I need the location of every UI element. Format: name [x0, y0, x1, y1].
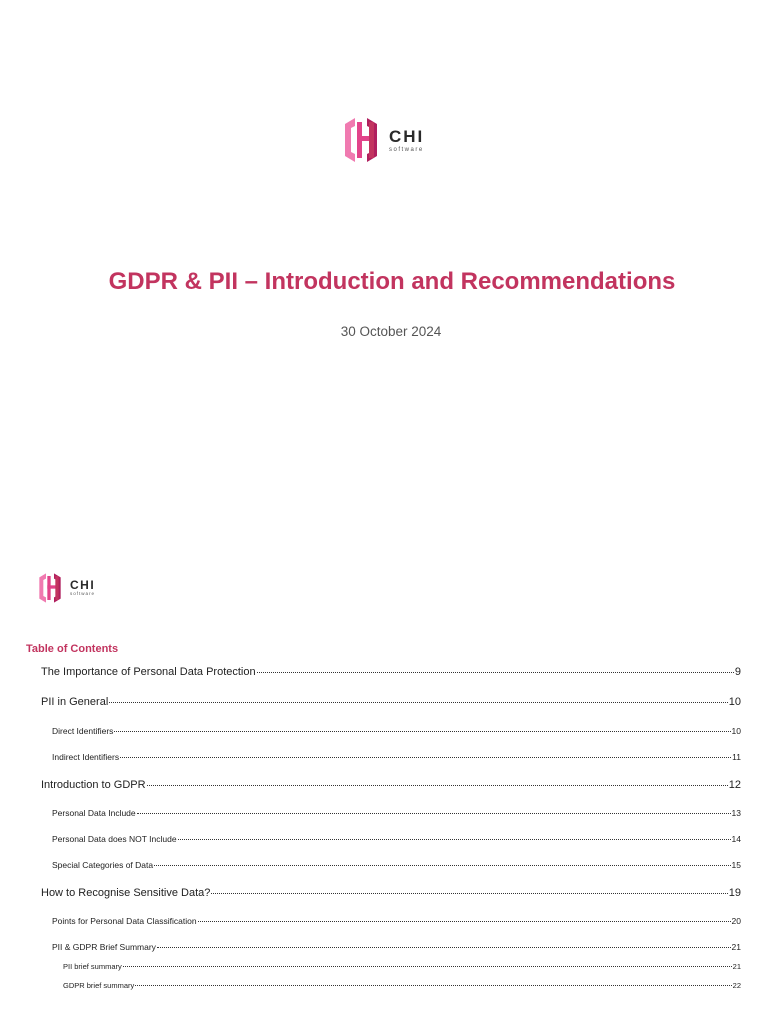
toc-leader-dots [198, 921, 731, 922]
toc-entry[interactable] [52, 834, 741, 844]
toc-entry-page: 20 [731, 916, 741, 926]
toc-entry-label: Special Categories of Data [52, 860, 154, 870]
toc-leader-dots [211, 893, 727, 894]
toc-logo [35, 572, 95, 604]
toc-entry-label: PII & GDPR Brief Summary [52, 942, 156, 952]
toc-entry[interactable] [52, 916, 741, 926]
toc-leader-dots [109, 702, 727, 703]
toc-leader-dots [123, 966, 732, 967]
toc-entry[interactable] [63, 962, 741, 971]
logo-sub-text: software [70, 591, 96, 597]
toc-entry-page: 21 [731, 942, 741, 952]
cover-logo [339, 116, 424, 164]
toc-leader-dots [135, 985, 731, 986]
logo-brand-text: CHI [70, 578, 96, 593]
toc-leader-dots [114, 731, 730, 732]
toc-entry[interactable] [63, 981, 741, 990]
toc-entry-label: How to Recognise Sensitive Data? [41, 887, 211, 899]
document-title: GDPR & PII – Introduction and Recommendations [108, 268, 676, 295]
toc-entry-label: Direct Identifiers [52, 726, 114, 736]
toc-entry-page: 15 [731, 860, 741, 870]
toc-entry-page: 13 [731, 808, 741, 818]
toc-leader-dots [157, 947, 731, 948]
toc-entry-label: Points for Personal Data Classification [52, 916, 197, 926]
toc-leader-dots [120, 757, 731, 758]
toc-entry-page: 19 [728, 887, 741, 899]
chi-logo-icon [339, 116, 383, 164]
toc-leader-dots [257, 672, 734, 673]
toc-entry-page: 11 [732, 752, 741, 762]
toc-entry-page: 12 [728, 779, 741, 791]
toc-entry-page: 21 [732, 962, 741, 971]
toc-entry-page: 10 [728, 696, 741, 708]
toc-entry[interactable] [52, 808, 741, 818]
toc-leader-dots [147, 785, 728, 786]
toc-entry-page: 14 [731, 834, 741, 844]
toc-entry[interactable] [52, 860, 741, 870]
toc-entry-label: Introduction to GDPR [41, 779, 146, 791]
toc-entry[interactable] [41, 696, 741, 708]
logo-sub-text: software [389, 146, 424, 153]
toc-leader-dots [154, 865, 730, 866]
toc-entry-page: 10 [731, 726, 741, 736]
logo-brand-text: CHI [389, 126, 425, 146]
toc-entry[interactable] [41, 887, 741, 899]
toc-entry-page: 22 [732, 981, 741, 990]
toc-entry[interactable] [41, 779, 741, 791]
toc-entry-label: Indirect Identifiers [52, 752, 120, 762]
toc-entry[interactable] [52, 752, 741, 762]
toc-entry-label: PII in General [41, 696, 109, 708]
document-date: 30 October 2024 [340, 324, 442, 339]
toc-heading: Table of Contents [26, 643, 119, 655]
toc-leader-dots [137, 813, 731, 814]
chi-logo-icon [35, 572, 65, 604]
toc-entry-label: GDPR brief summary [63, 981, 135, 990]
toc-leader-dots [178, 839, 731, 840]
toc-entry-label: PII brief summary [63, 962, 122, 971]
toc-entry[interactable] [52, 726, 741, 736]
toc-entry-label: The Importance of Personal Data Protection [41, 666, 256, 678]
toc-entry-page: 9 [734, 666, 741, 678]
toc-entry-label: Personal Data does NOT Include [52, 834, 177, 844]
toc-entry[interactable] [52, 942, 741, 952]
toc-entry[interactable] [41, 666, 741, 678]
toc-entry-label: Personal Data Include [52, 808, 136, 818]
